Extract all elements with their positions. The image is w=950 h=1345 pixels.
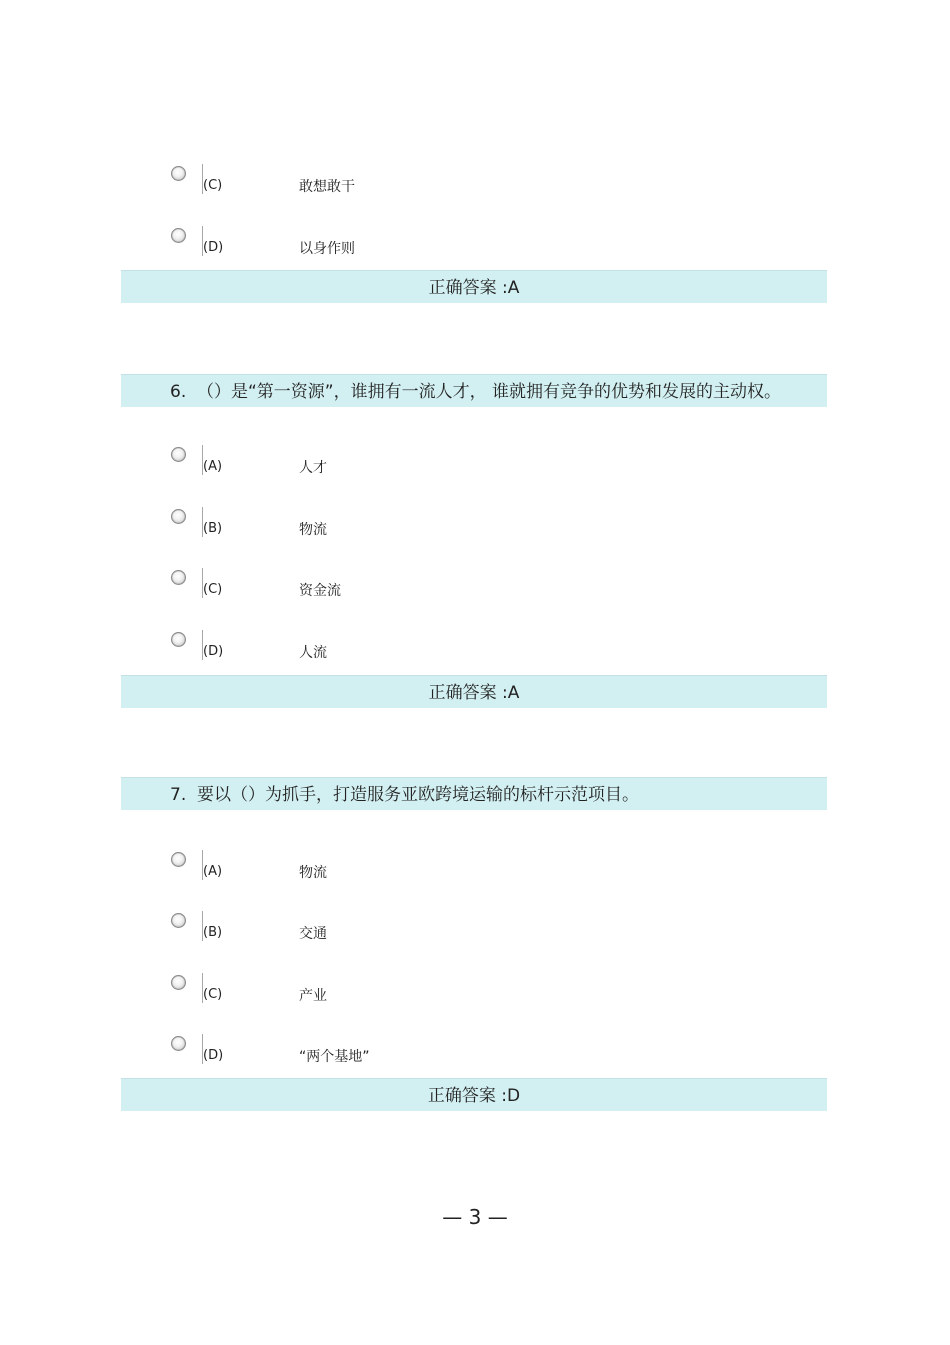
option-row-c[interactable] <box>168 975 768 1005</box>
option-row-a[interactable] <box>168 852 768 882</box>
option-row-a[interactable] <box>168 447 768 477</box>
option-row-d[interactable] <box>168 632 768 662</box>
radio-button[interactable] <box>171 228 186 243</box>
option-letter: (C) <box>203 987 223 1002</box>
question-bar <box>121 777 827 810</box>
radio-button[interactable] <box>171 632 186 647</box>
option-letter: (A) <box>203 864 223 879</box>
option-letter: (C) <box>203 582 223 597</box>
option-letter: (B) <box>203 925 223 940</box>
radio-button[interactable] <box>171 570 186 585</box>
option-letter: (D) <box>203 1048 224 1063</box>
radio-button[interactable] <box>171 166 186 181</box>
option-row-d[interactable] <box>168 228 768 258</box>
radio-button[interactable] <box>171 1036 186 1051</box>
option-row-d[interactable] <box>168 1036 768 1066</box>
option-text: 人流 <box>299 645 327 661</box>
question-bar <box>121 374 827 407</box>
radio-button[interactable] <box>171 509 186 524</box>
option-letter: (D) <box>203 644 224 659</box>
option-letter: (B) <box>203 521 223 536</box>
option-text: 资金流 <box>299 583 341 599</box>
option-text: “两个基地” <box>299 1049 370 1065</box>
option-text: 物流 <box>299 865 327 881</box>
option-row-b[interactable] <box>168 509 768 539</box>
question-number: 6. <box>170 382 187 402</box>
option-letter: (A) <box>203 459 223 474</box>
option-row-b[interactable] <box>168 913 768 943</box>
radio-button[interactable] <box>171 913 186 928</box>
radio-button[interactable] <box>171 975 186 990</box>
option-text: 以身作则 <box>299 241 355 257</box>
question-text: （）是“第一资源”，谁拥有一流人才， 谁就拥有竞争的优势和发展的主动权。 <box>197 382 782 402</box>
radio-button[interactable] <box>171 852 186 867</box>
radio-button[interactable] <box>171 447 186 462</box>
option-text: 敢想敢干 <box>299 179 355 195</box>
question-text: 要以（）为抓手，打造服务亚欧跨境运输的标杆示范项目。 <box>197 785 639 805</box>
option-row-c[interactable] <box>168 166 768 196</box>
option-letter: (C) <box>203 178 223 193</box>
correct-answer-bar: 正确答案 :A <box>121 270 827 303</box>
option-text: 产业 <box>299 988 327 1004</box>
correct-answer-bar: 正确答案 :D <box>121 1078 827 1111</box>
correct-answer-bar: 正确答案 :A <box>121 675 827 708</box>
question-number: 7. <box>170 785 187 805</box>
option-text: 物流 <box>299 522 327 538</box>
option-row-c[interactable] <box>168 570 768 600</box>
option-letter: (D) <box>203 240 224 255</box>
option-text: 人才 <box>299 460 327 476</box>
option-text: 交通 <box>299 926 327 942</box>
page-number: — 3 — <box>442 1205 508 1229</box>
